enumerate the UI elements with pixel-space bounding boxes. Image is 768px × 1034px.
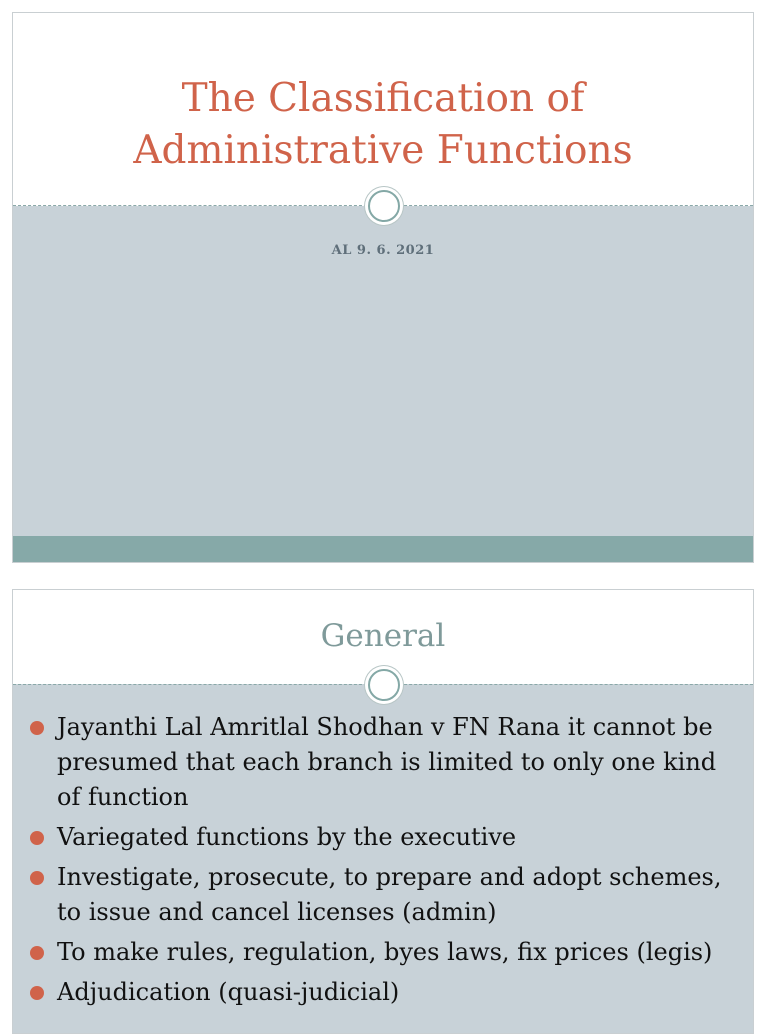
divider-ornament: [368, 190, 400, 222]
bullet-dot-icon: [30, 871, 44, 885]
slide-title: [13, 73, 753, 177]
list-item: Jayanthi Lal Amritlal Shodhan v FN Rana it cannot be presumed that each branch is limited to only one kind of function: [27, 710, 737, 815]
bullet-dot-icon: [30, 831, 44, 845]
bullet-dot-icon: [30, 721, 44, 735]
divider-ornament: [368, 669, 400, 701]
list-item: Variegated functions by the executive: [27, 820, 737, 855]
list-item: To make rules, regulation, byes laws, fix prices (legis): [27, 935, 737, 970]
list-item: Investigate, prosecute, to prepare and adopt schemes, to issue and cancel licenses (admin): [27, 860, 737, 930]
slide-subtitle: AL 9. 6. 2021: [331, 243, 435, 258]
slide-1: [12, 12, 754, 563]
title-line-2: Administrative Functions: [133, 128, 633, 173]
list-item: Adjudication (quasi-judicial): [27, 975, 737, 1010]
bullet-list: [27, 710, 737, 1015]
bullet-dot-icon: [30, 986, 44, 1000]
slide-2: [12, 589, 754, 1034]
bottom-bar: [13, 536, 753, 562]
title-line-1: The Classification of: [181, 76, 585, 121]
bullet-dot-icon: [30, 946, 44, 960]
slide-title: General: [320, 618, 446, 654]
